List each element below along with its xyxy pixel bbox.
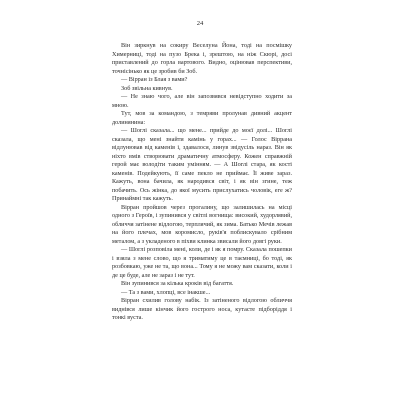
paragraph: — Вірран із Блая з вами? xyxy=(121,76,188,83)
page-number: 24 xyxy=(196,20,204,27)
paragraph: Вірран схилив голову набік. Із затіненого відлогою обличчя виднівся лише кінчик його гострого носа, кутасте підборіддя і тонкі вуста. xyxy=(112,297,292,321)
paragraph: Він зупинився за кілька кроків від багаття. xyxy=(121,280,234,287)
paragraph: Вірран пройшов через прогалину, що залишилась на місці одного з Героїв, і зупинився у світлі вогнища: високий, худорлявий, обличчя затінене відлогою, терплячий, як зима. Батько Мечів лежав на його плечах, мов коромисло, руків'я поблискувало срібним металом, а з укладеного в піхви клинка звисали його довгі руки. xyxy=(112,203,292,245)
paragraph: Зоб звільна кивнув. xyxy=(121,84,173,92)
paragraph: — Не знаю чого, але він запозвявся невідступно ходити за мною. xyxy=(112,93,292,109)
body-text xyxy=(112,42,292,323)
paragraph: — Шоглі розповіла мені, коли, де і як я помру. Сказала пошепки і взяла з мене слово, що я триматиму це в таємниці, бо тоді, як розбовкаю, уже не та, що вона... Тому я не можу вам сказати, коли і де це буде, але не зараз і не тут. xyxy=(112,246,292,279)
paragraph: Тут, мов за командою, з темряви пролунав дивний акцент долинянина: xyxy=(112,110,292,126)
paragraph: — Шоглі сказала... що мене... прийде до моєї долі... Шоглі сказала, що мені знайти камінь у горах... — Голос Віррана відлунював від каменів і, здавалося, линув звідусіль нараз. Він як ніхто вмів створювати драматичну атмосферу. Кожен справжній герой має володіти таким умінням. — А Шоглі стара, як кості каменів. Подейкують, її саме пекло не приймає. Її живе зараз. Кажуть, вона бачила, як народився світ, і як він згине, теж побачить. Ось жінка, до якої мусить прислухатись чоловік, еге ж? Принаймні так кажуть. xyxy=(112,127,292,202)
paragraph: Він зиркнув на сокиру Веселуна Йона, тоді на посмішку Химерниці, тоді на пузо Брека і, зрештою, на ніж Скюрі, досі приставлений до горла вартового. Видно, оцінював перспективи, точнісінько як це зробив би Зоб. xyxy=(112,42,292,75)
paragraph: — Та з вами, хлопці, все інакше... xyxy=(121,288,211,296)
